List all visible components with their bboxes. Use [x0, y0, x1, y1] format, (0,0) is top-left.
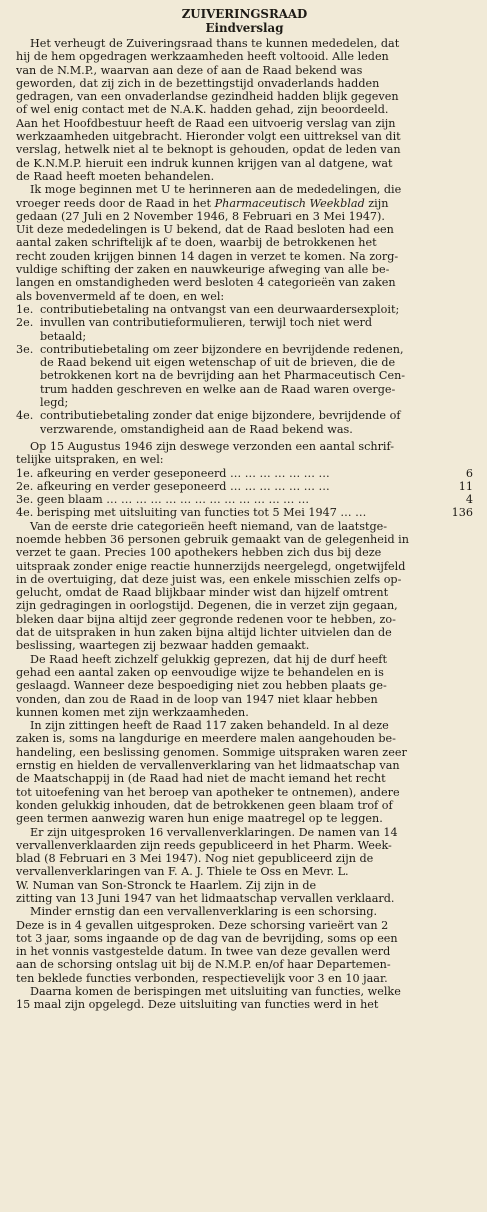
- text-line: van de N.M.P., waarvan aan deze of aan de Raad bekend was: [16, 63, 363, 77]
- article-subtitle: Eindverslag: [205, 21, 284, 35]
- paragraph-suspensions: [16, 905, 473, 985]
- text-line: konden gelukkig inhouden, dat de betrokkenen geen blaam trof of: [16, 798, 393, 812]
- text-line: handeling, een beslissing genomen. Sommige uitspraken waren zeer: [16, 745, 407, 759]
- text-line: verslag, hetwelk niet al te beknopt is gehouden, opdat de leden van: [16, 143, 401, 157]
- text-line: legd;: [40, 396, 69, 410]
- paragraph-objections: [16, 520, 473, 653]
- rulings-tally: [16, 467, 473, 520]
- text-line: gedragen, van een onvaderlandse gezindheid hadden blijk gegeven: [16, 90, 399, 104]
- text-line: Uit deze mededelingen is U bekend, dat de Raad besloten had een: [16, 223, 394, 237]
- text-line: de Raad heeft moeten behandelen.: [16, 169, 215, 183]
- text-line: gedaan (27 Juli en 2 November 1946, 8 Februari en 3 Mei 1947).: [16, 209, 385, 223]
- text-line: uitspraak zonder enige reactie hunnerzijds neergelegd, ongetwijfeld: [16, 559, 406, 573]
- text-line: in de overtuiging, dat deze juist was, een enkele misschien zelfs op-: [16, 572, 402, 586]
- text-line: tot 3 jaar, soms ingaande op de dag van de bevrijding, soms op een: [16, 931, 398, 945]
- paragraph-forfeitures: [16, 826, 473, 906]
- text-line: vervallenverklaarden zijn reeds gepubliceerd in het Pharm. Week-: [16, 838, 392, 852]
- text-line: ten beklede functies verbonden, respectievelijk voor 3 en 10 jaar.: [16, 971, 388, 985]
- text-line: aantal zaken schriftelijk af te doen, waarbij de betrokkenen het: [16, 236, 377, 250]
- text-line: in het vonnis vastgestelde datum. In twee van deze gevallen werd: [16, 945, 391, 959]
- text-line: Minder ernstig dan een vervallenverklaring is een schorsing.: [30, 905, 378, 919]
- paragraph-rulings: [16, 440, 473, 467]
- text-line: de Maatschappij in (de Raad had niet de macht iemand het recht: [16, 772, 386, 786]
- category-item: [16, 303, 473, 316]
- text-line: geen termen aanwezig waren hun enige maatregel op te leggen.: [16, 812, 383, 826]
- text-line: Aan het Hoofdbestuur heeft de Raad een uitvoerig verslag van zijn: [16, 116, 396, 130]
- text-line: of wel enig contact met de N.A.K. hadden gehad, zijn beoordeeld.: [16, 103, 389, 117]
- category-text: [40, 409, 473, 436]
- text-line: beslissing, waartegen zij bezwaar hadden gemaakt.: [16, 639, 310, 653]
- text-line: de Raad bekend uit eigen wetenschap of uit de brieven, die de: [40, 356, 396, 370]
- paragraph-sessions: [16, 719, 473, 825]
- text-line: ernstig en hielden de vervallenverklaring van het lidmaatschap van: [16, 759, 400, 773]
- tally-row: [16, 467, 473, 480]
- text-line: kunnen komen met zijn werkzaamheden.: [16, 705, 249, 719]
- text-line: noemde hebben 36 personen gebruik gemaakt van de gelegenheid in: [16, 532, 409, 546]
- category-item: [16, 409, 473, 436]
- text-line: vuldige schifting der zaken en nauwkeurige afweging van alle be-: [16, 263, 390, 277]
- tally-row: [16, 480, 473, 493]
- text-line: zaken is, soms na langdurige en meerdere malen aangehouden be-: [16, 732, 396, 746]
- text-line: verzet te gaan. Precies 100 apothekers hebben zich dus bij deze: [16, 546, 382, 560]
- tally-row: [16, 493, 473, 506]
- text-line: bleken daar bijna altijd zeer gegronde redenen voor te hebben, zo-: [16, 612, 396, 626]
- text-line: In zijn zittingen heeft de Raad 117 zaken behandeld. In al deze: [30, 719, 389, 733]
- tally-value: 4: [465, 493, 473, 507]
- category-list: [16, 303, 473, 436]
- text-line: Het verheugt de Zuiveringsraad thans te kunnen mededelen, dat: [30, 37, 400, 50]
- text-line: contributiebetaling om zeer bijzondere en bevrijdende redenen,: [40, 342, 404, 356]
- tally-label: 4e. berisping met uitsluiting van functies tot 5 Mei 1947 … …: [16, 506, 367, 520]
- text-line: W. Numan van Son-Stronck te Haarlem. Zij zijn in de: [16, 878, 317, 892]
- category-text: [40, 316, 473, 343]
- text-line: contributiebetaling na ontvangst van een deurwaardersexploit;: [40, 302, 400, 316]
- tally-label: 1e. afkeuring en verder geseponeerd … … … … … … …: [16, 466, 330, 480]
- text-line: vervallenverklaringen van F. A. J. Thiele te Oss en Mevr. L.: [16, 865, 349, 879]
- text-line: trum hadden geschreven en welke aan de Raad waren overge-: [40, 382, 396, 396]
- text-line: contributiebetaling zonder dat enige bijzondere, bevrijdende of: [40, 409, 401, 423]
- text-line: werkzaamheden uitgebracht. Hieronder volgt een uittreksel van dit: [16, 130, 401, 144]
- paragraph-reprimands: [16, 985, 473, 1012]
- tally-value: 136: [451, 506, 473, 520]
- text-line: langen en omstandigheden werd besloten 4 categorieën van zaken: [16, 276, 396, 290]
- category-number: 2e.: [16, 316, 34, 330]
- category-number: 3e.: [16, 342, 34, 356]
- text-line: invullen van contributieformulieren, terwijl toch niet werd: [40, 316, 373, 330]
- tally-label: 2e. afkeuring en verder geseponeerd … … … … … … …: [16, 479, 330, 493]
- category-text: [40, 343, 473, 409]
- text-line: betrokkenen kort na de bevrijding aan het Pharmaceutisch Cen-: [40, 369, 406, 383]
- text-line: gehad een aantal zaken op eenvoudige wijze te behandelen en is: [16, 665, 384, 679]
- text-line: recht zouden krijgen binnen 14 dagen in verzet te komen. Na zorg-: [16, 249, 399, 263]
- tally-label: 3e. geen blaam … … … … … … … … … … … … … …: [16, 493, 310, 507]
- text-line: tot uitoefening van het beroep van apotheker te ontnemen), andere: [16, 785, 400, 799]
- text-line: zijn gedragingen in oorlogstijd. Degenen, die in verzet zijn gegaan,: [16, 599, 398, 613]
- text-line: gelucht, omdat de Raad blijkbaar minder wist dan hijzelf omtrent: [16, 586, 389, 600]
- text-line: vroeger reeds door de Raad in het Pharmaceutisch Weekblad zijn: [16, 196, 389, 210]
- text-line: geslaagd. Wanneer deze bespoediging niet zou hebben plaats ge-: [16, 679, 387, 693]
- text-line: betaald;: [40, 329, 87, 343]
- text-line: als bovenvermeld af te doen, en wel:: [16, 289, 225, 303]
- text-line: Van de eerste drie categorieën heeft niemand, van de laatstge-: [30, 519, 388, 533]
- tally-row: [16, 506, 473, 519]
- text-line: telijke uitspraken, en wel:: [16, 453, 164, 467]
- paragraph-intro: [16, 37, 473, 183]
- text-line: De Raad heeft zichzelf gelukkig geprezen, dat hij de durf heeft: [30, 652, 387, 666]
- text-line: blad (8 Februari en 3 Mei 1947). Nog niet gepubliceerd zijn de: [16, 852, 374, 866]
- category-item: [16, 343, 473, 409]
- text-line: geworden, dat zij zich in de bezettingstijd onvaderlands hadden: [16, 76, 380, 90]
- text-line: vonden, dan zou de Raad in de loop van 1947 niet klaar hebben: [16, 692, 378, 706]
- text-line: aan de schorsing ontslag uit bij de N.M.P. en/of haar Departemen-: [16, 958, 391, 972]
- text-line: Op 15 Augustus 1946 zijn deswege verzonden een aantal schrif-: [30, 439, 395, 453]
- text-line: Er zijn uitgesproken 16 vervallenverklaringen. De namen van 14: [30, 825, 398, 839]
- text-line: verzwarende, omstandigheid aan de Raad bekend was.: [40, 422, 353, 436]
- category-item: [16, 316, 473, 343]
- text-line: Ik moge beginnen met U te herinneren aan de mededelingen, die: [30, 183, 402, 197]
- category-number: 1e.: [16, 302, 34, 316]
- text-line: zitting van 13 Juni 1947 van het lidmaatschap vervallen verklaard.: [16, 892, 395, 905]
- text-line: hij de hem opgedragen werkzaamheden heeft voltooid. Alle leden: [16, 50, 389, 64]
- paragraph-announcements: [16, 183, 473, 303]
- tally-value: 11: [458, 479, 473, 493]
- paragraph-acceleration: [16, 653, 473, 719]
- text-line: dat de uitspraken in hun zaken bijna altijd lichter uitvielen dan de: [16, 626, 392, 640]
- text-line: Daarna komen de berispingen met uitsluiting van functies, welke: [30, 985, 401, 999]
- tally-value: 6: [465, 466, 473, 480]
- text-line: de K.N.M.P. hieruit een indruk kunnen krijgen van al datgene, wat: [16, 156, 393, 170]
- text-line: 15 maal zijn opgelegd. Deze uitsluiting van functies werd in het: [16, 998, 379, 1012]
- category-number: 4e.: [16, 409, 34, 423]
- text-line: Deze is in 4 gevallen uitgesproken. Deze schorsing varieërt van 2: [16, 918, 389, 932]
- article-title: ZUIVERINGSRAAD: [181, 7, 308, 21]
- category-text: [40, 303, 473, 316]
